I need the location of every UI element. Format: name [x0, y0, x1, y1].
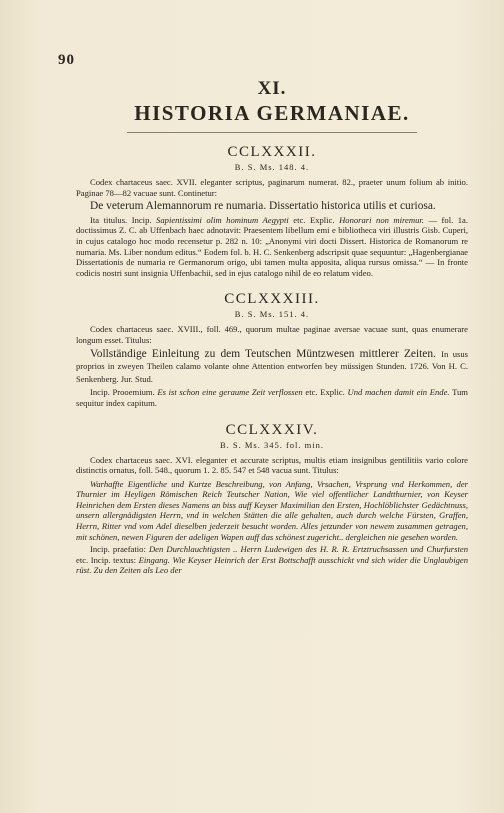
entry-signature: B. S. Ms. 151. 4.	[234, 309, 310, 320]
entry-body-explicit: Eingang. Wie Keyser Heinrich der Erst Bottschafft ausschickt vnd sich wider die Unglaubigen rüst. Zu den Zeiten als Leo der	[76, 554, 468, 576]
entry-description: Codex chartaceus saec. XVII. eleganter scriptus, paginarum numerat. 82., praeter unum folium ab initio. Paginae 78—82 vacuae sunt. Continetur:	[76, 177, 468, 198]
entry-body-rest: Tum sequitur index capitum.	[76, 387, 468, 408]
entry-body-mid: etc. Incip. textus:	[76, 554, 137, 565]
entry-title-rest: In usus proprios in zweyen Theilen calamo volante ohne Attention entworfen bey müssigen Stunden. 1726. Von H. C. Senkenberg. Jur. Stud.	[76, 348, 468, 384]
entry-title	[76, 348, 468, 386]
entry-body-explicit: Honorari non miremur.	[339, 214, 424, 225]
entry-body-incipit: Den Durchlauchtigsten .. Herrn Ludewigen des H. R. R. Ertztruchsassen und Churfursten	[148, 544, 468, 555]
entry-body-explicit: Und machen damit ein Ende.	[347, 387, 450, 398]
entry-body	[76, 387, 468, 408]
entry-title-main: Vollständige Einleitung zu dem Teutschen Müntzwesen mittlerer Zeiten.	[90, 347, 436, 360]
entry-title: Warhaffte Eigentliche und Kurtze Beschreibung, von Anfang, Vrsachen, Vrsprung vnd Herkommen, der Thurnier im Heyligen Römischen Reich Teutscher Nation, Wie viel offentlicher Landtthurnier, von Keyser Heinrichen dem Ersten dieses Namens an biss auff Keyser Maximilian den Ersten, Hochlöblichster Gedächtnuss, unsern allergnädigsten Herrn, vnd in welchen Stätten die alle gehalten, auch durch welche Fürsten, Graffen, Herrn, Ritter vnd vom Adel dieselben jederzeit besucht worden. Alles jetzunder von newem zusammen getragen, mit schönen, newen Figuren der adeligen Wapen auff das schönest zugericht.. dergleichen nie gesehen worden.	[76, 478, 468, 542]
entry-description: Codex chartaceus saec. XVI. eleganter et accurate scriptus, multis etiam insignibus gentilitiis vario colore distinctis ornatus, foll. 548., quorum 1. 2. 85. 547 et 548 vacua sunt. Titulus:	[76, 454, 468, 476]
entry-body-mid: etc. Explic.	[293, 214, 335, 225]
entry-body-incipit: Es ist schon eine geraume Zeit verflossen	[157, 387, 303, 398]
entry-body	[76, 215, 468, 279]
entry-body-mid: etc. Explic.	[305, 387, 345, 398]
entry-body-label: Incip. Prooemium.	[90, 387, 155, 398]
section-number: XI.	[257, 78, 287, 99]
entry-description: Codex chartaceus saec. XVIII., foll. 469., quorum multae paginae aversae vacuae sunt, quas enumerare longum esset. Titulus:	[76, 324, 468, 345]
entry-number: CCLXXXIII.	[224, 291, 320, 308]
entry-body-incipit: Sapientissimi olim hominum Aegypti	[156, 214, 289, 225]
entry-title: De veterum Alemannorum re numaria. Dissertatio historica utilis et curiosa.	[90, 200, 436, 213]
entry-signature: B. S. Ms. 345. fol. min.	[219, 439, 325, 450]
entry-body-label: Ita titulus. Incip.	[90, 214, 152, 225]
page-number: 90	[58, 52, 75, 68]
entry-body-label: Incip. praefatio:	[90, 544, 146, 555]
page-content	[76, 78, 468, 576]
entry-number: CCLXXXII.	[227, 144, 317, 160]
entry-body	[76, 544, 468, 576]
entry-body-rest: — fol. 1a. doctissimus Z. C. ab Uffenbach haec adnotavit: Praesentem libellum emi e bibliotheca viri illustris Gisb. Cuperi, in cujus catalogo hoc modo recensetur p. 282 n. 10: „Anonymi viri docti Dissert. Historica de Romanorum re numaria. Ms. Liber nondum editus.“ Eodem fol. b. H. C. Senkenberg adscripsit quae sequuntur: „Hagenbergianae Dissertationis de numaria re Germanorum origo, ubi tamen multa apposita, aliqua rursus omissa.“ — In fronte codicis nostri sunt insignia Uffenbachii, sed in ejus catalogo nihil de eo relatum video.	[76, 214, 468, 278]
entry-signature: B. S. Ms. 148. 4.	[234, 162, 310, 172]
entry-number: CCLXXXIV.	[225, 421, 319, 438]
section-title: HISTORIA GERMANIAE.	[127, 100, 417, 133]
